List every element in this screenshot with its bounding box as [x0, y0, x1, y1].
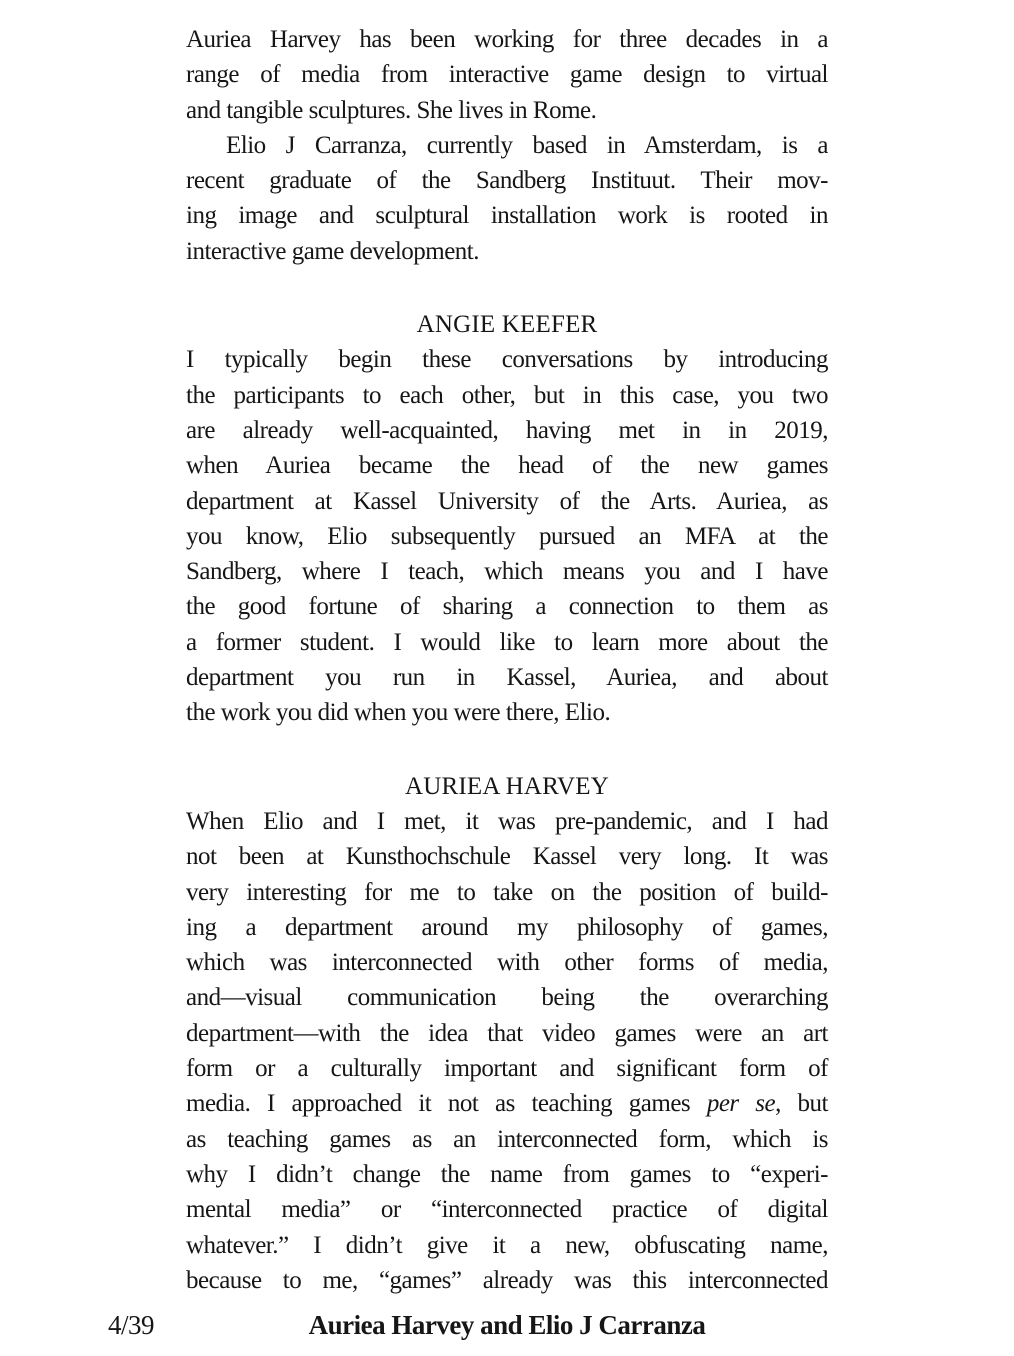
text-line: the good fortune of sharing a connection to them as [186, 593, 828, 621]
text-line: a former student. I would like to learn more about the [186, 628, 828, 656]
text-line: I typically begin these conversations by introducing [186, 346, 828, 374]
text-line: as teaching games as an interconnected form, which is [186, 1125, 828, 1153]
text-segment: media. I approached it not as teaching games [186, 1090, 707, 1118]
text-line: range of media from interactive game design to virtual [186, 61, 828, 89]
text-line: ing image and sculptural installation work is rooted in [186, 202, 828, 230]
text-line: and—visual communication being the overarching [186, 984, 828, 1012]
text-line: why I didn’t change the name from games to “experi- [186, 1160, 828, 1188]
text-line: the participants to each other, but in this case, you two [186, 381, 828, 409]
text-line: interactive game development. [186, 237, 480, 265]
paragraph [186, 128, 828, 269]
text-line: are already well-acquainted, having met in in 2019, [186, 416, 828, 444]
text-line [186, 1086, 828, 1121]
text-line: department—with the idea that video games were an art [186, 1019, 828, 1047]
text-line: you know, Elio subsequently pursued an MFA at the [186, 522, 828, 550]
text-line: Auriea Harvey has been working for three decades in a [186, 26, 828, 53]
text-line: the work you did when you were there, Elio. [186, 699, 611, 727]
text-line: ing a department around my philosophy of games, [186, 913, 828, 941]
text-line: mental media” or “interconnected practice of digital [186, 1196, 828, 1224]
speaker-heading: ANGIE KEEFER [416, 311, 598, 339]
paragraph [186, 22, 828, 128]
text-line: not been at Kunsthochschule Kassel very long. It was [186, 843, 828, 871]
text-line: and tangible sculptures. She lives in Rome. [186, 96, 597, 124]
text-column [186, 22, 828, 1298]
italic-text: per se [706, 1090, 776, 1118]
text-line: When Elio and I met, it was pre-pandemic, and I had [186, 807, 828, 835]
speaker-heading: AURIEA HARVEY [404, 772, 610, 800]
text-line: department at Kassel University of the Arts. Auriea, as [186, 487, 828, 515]
page-number: 4/39 [108, 1310, 155, 1340]
footer-title: Auriea Harvey and Elio J Carranza [308, 1310, 706, 1340]
text-line: form or a culturally important and significant form of [186, 1055, 828, 1083]
text-line: whatever.” I didn’t give it a new, obfuscating name, [186, 1231, 828, 1259]
text-line: very interesting for me to take on the position of build- [186, 878, 828, 906]
text-line: recent graduate of the Sandberg Instituut. Their mov- [186, 167, 828, 195]
paragraph [186, 804, 828, 1298]
text-line: when Auriea became the head of the new games [186, 452, 828, 480]
text-line: which was interconnected with other forms of media, [186, 949, 828, 977]
paragraph [186, 342, 828, 730]
text-line: department you run in Kassel, Auriea, and about [186, 664, 828, 692]
text-line: Sandberg, where I teach, which means you and I have [186, 558, 828, 586]
text-line: because to me, “games” already was this interconnected [186, 1266, 828, 1294]
text-segment: , but [775, 1090, 828, 1118]
text-line: Elio J Carranza, currently based in Amsterdam, is a [226, 131, 828, 159]
